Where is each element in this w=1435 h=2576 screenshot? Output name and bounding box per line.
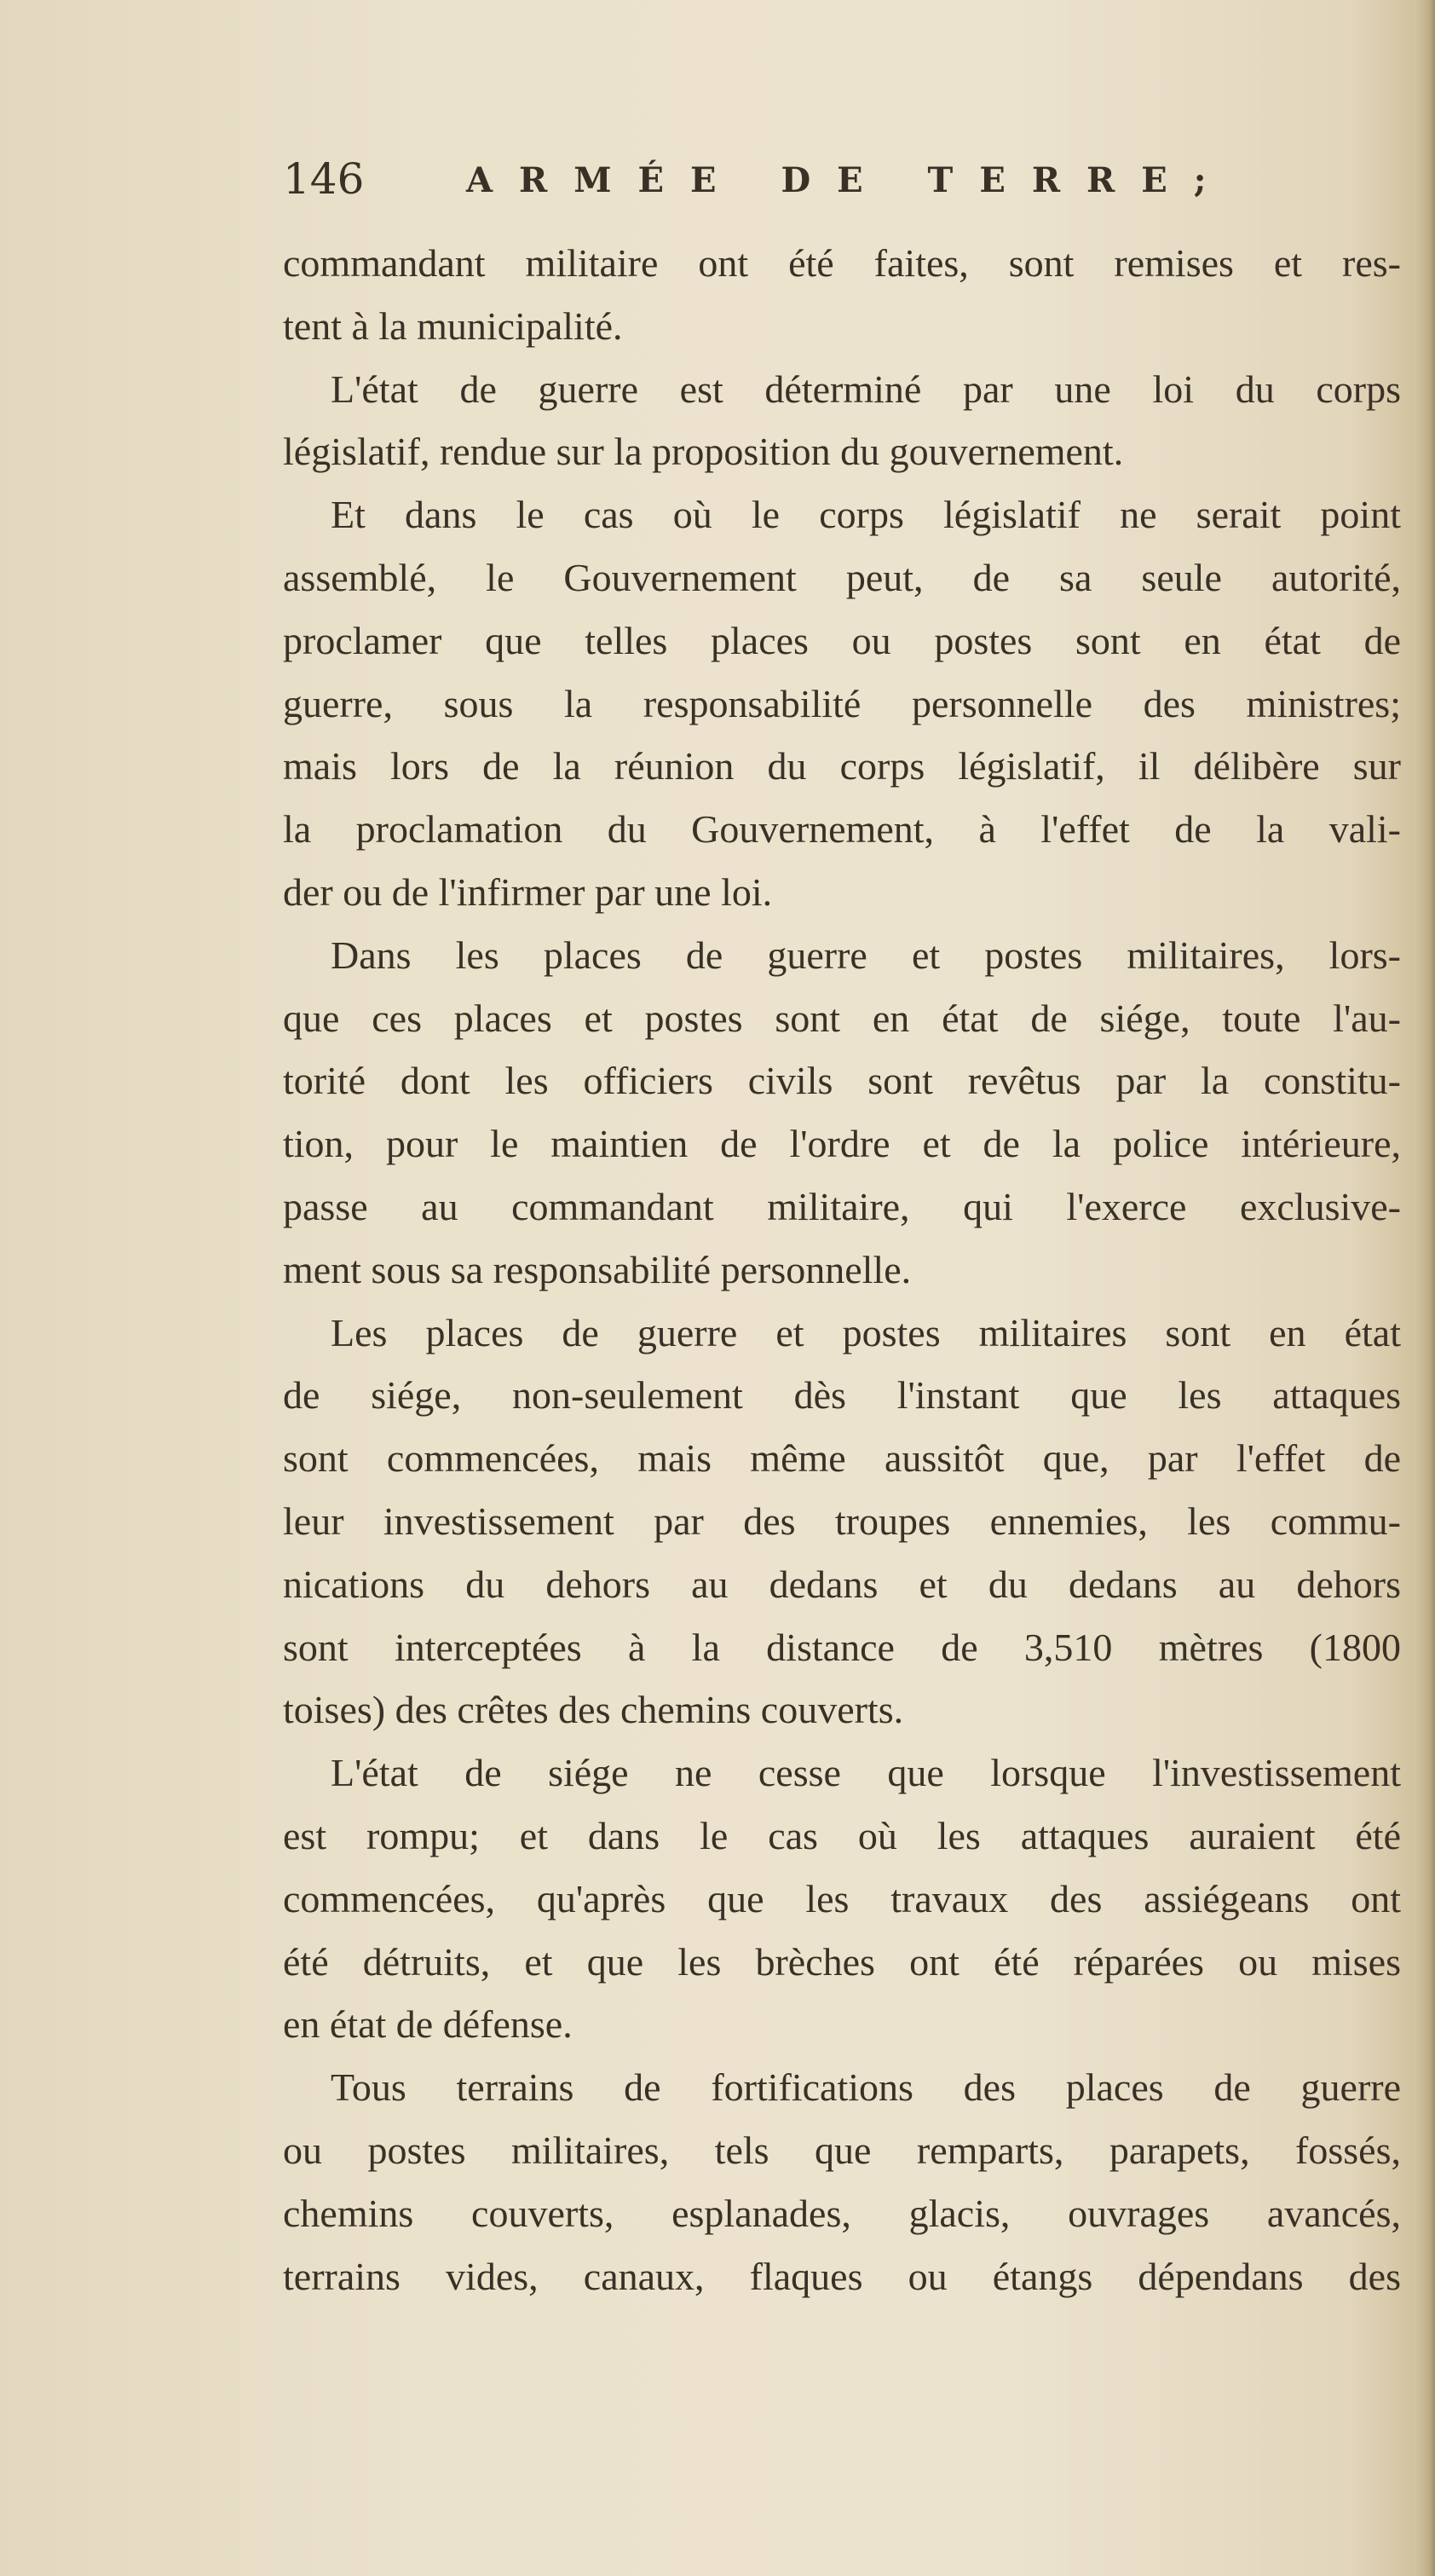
text-line: législatif, rendue sur la proposition du gouvernement. — [283, 430, 1124, 474]
text-line: L'état de guerre est déterminé par une loi du corps — [331, 367, 1401, 411]
text-line: terrains vides, canaux, flaques ou étangs dépendans des — [283, 2254, 1401, 2298]
text-line: toises) des crêtes des chemins couverts. — [283, 1688, 904, 1732]
text-line: Et dans le cas où le corps législatif ne serait point — [331, 493, 1401, 537]
running-head: ARMÉE DE TERRE; — [466, 160, 1233, 200]
page-edge — [1420, 0, 1435, 2576]
text-line: que ces places et postes sont en état de siége, toute l'au- — [283, 996, 1401, 1040]
text-line: L'état de siége ne cesse que lorsque l'investissement — [331, 1751, 1401, 1795]
text-line: der ou de l'infirmer par une loi. — [283, 869, 773, 914]
text-line: sont commencées, mais même aussitôt que, par l'effet de — [283, 1436, 1401, 1481]
page-header — [283, 153, 1233, 213]
text-line: de siége, non-seulement dès l'instant que les attaques — [283, 1373, 1401, 1418]
text-line: ment sous sa responsabilité personnelle. — [283, 1247, 912, 1291]
text-line: est rompu; et dans le cas où les attaques auraient été — [283, 1813, 1401, 1857]
page-number: 146 — [283, 154, 365, 204]
text-line: nications du dehors au dedans et du dedans au dehors — [283, 1562, 1401, 1606]
text-line: Dans les places de guerre et postes militaires, lors- — [331, 933, 1401, 977]
text-line: tion, pour le maintien de l'ordre et de la police intérieure, — [283, 1122, 1401, 1166]
text-line: assemblé, le Gouvernement peut, de sa seule autorité, — [283, 555, 1401, 599]
text-line: commandant militaire ont été faites, sont remises et res- — [283, 241, 1401, 285]
text-line: proclamer que telles places ou postes sont en état de — [283, 618, 1401, 662]
text-line: Tous terrains de fortifications des places de guerre — [331, 2065, 1401, 2110]
text-line: été détruits, et que les brèches ont été réparées ou mises — [283, 1939, 1401, 1984]
text-line: tent à la municipalité. — [283, 303, 623, 348]
page-edge-line — [1415, 0, 1416, 2576]
text-line: torité dont les officiers civils sont revêtus par la constitu- — [283, 1059, 1401, 1103]
text-line: commencées, qu'après que les travaux des assiégeans ont — [283, 1876, 1401, 1920]
text-line: passe au commandant militaire, qui l'exerce exclusive- — [283, 1184, 1401, 1228]
text-line: sont interceptées à la distance de 3,510 mètres (1800 — [283, 1625, 1401, 1669]
text-line: mais lors de la réunion du corps législatif, il délibère sur — [283, 744, 1401, 788]
text-line: guerre, sous la responsabilité personnelle des ministres; — [283, 681, 1401, 725]
text-line: en état de défense. — [283, 2002, 573, 2047]
body-text — [283, 232, 1401, 2307]
text-line: leur investissement par des troupes ennemies, les commu- — [283, 1499, 1401, 1543]
text-line: chemins couverts, esplanades, glacis, ouvrages avancés, — [283, 2191, 1401, 2235]
text-line: Les places de guerre et postes militaires sont en état — [331, 1310, 1401, 1354]
text-line: ou postes militaires, tels que remparts, parapets, fossés, — [283, 2128, 1401, 2172]
text-line: la proclamation du Gouvernement, à l'effet de la vali- — [283, 807, 1401, 852]
